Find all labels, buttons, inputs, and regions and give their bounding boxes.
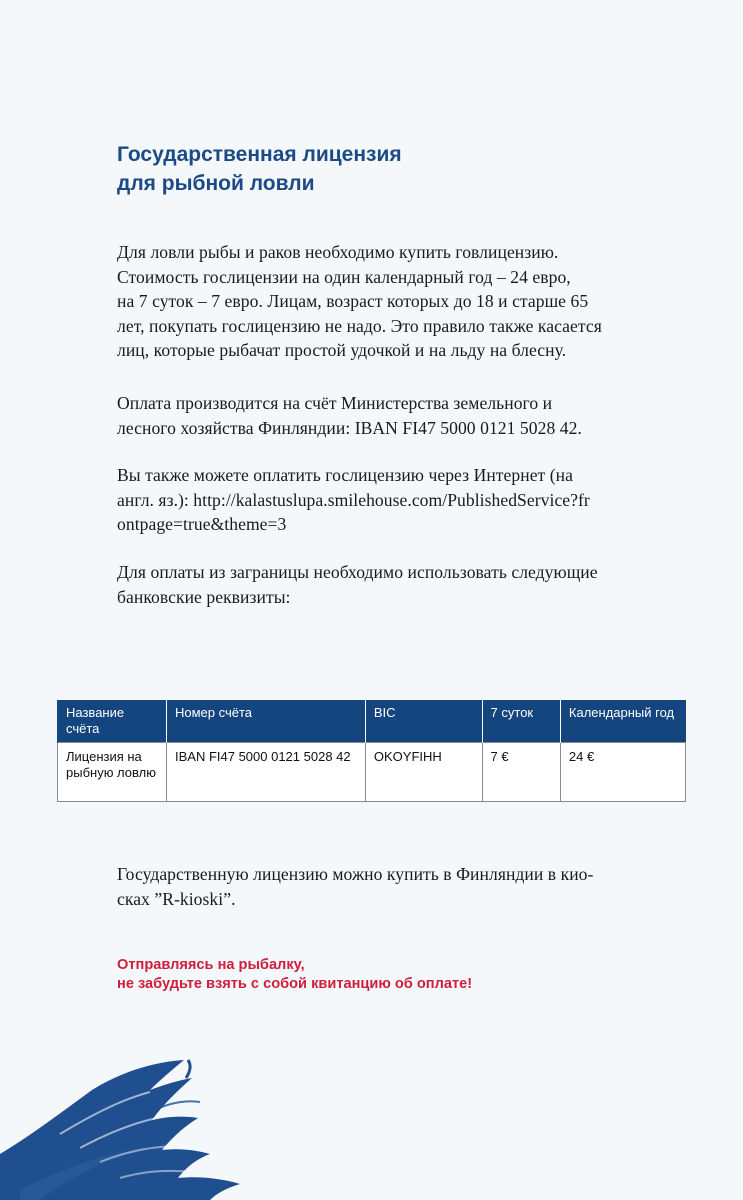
paragraph-line: сках ”R-kioski”. [117, 888, 236, 909]
payment-url-line: англ. яз.): http://kalastuslupa.smilehouse.com/PublishedService?fr [117, 489, 590, 510]
cell-bic: OKOYFIHH [365, 743, 482, 802]
paragraph-line: Государственную лицензию можно купить в Финляндии в кио- [117, 864, 594, 884]
table-row [58, 743, 686, 802]
bank-details-table [57, 700, 686, 802]
warning-line: Отправляясь на рыбалку, [117, 957, 305, 973]
cell-account-number: IBAN FI47 5000 0121 5028 42 [166, 743, 365, 802]
paragraph-line: банковские реквизиты: [117, 586, 291, 607]
paragraph-line: Стоимость гослицензии на один календарный год – 24 евро, [117, 266, 571, 287]
paragraph-line: Для оплаты из заграницы необходимо использовать следующие [117, 562, 598, 582]
header-bic: BIC [365, 700, 482, 743]
header-7-days: 7 суток [482, 700, 560, 743]
paragraph-line: Для ловли рыбы и раков необходимо купить говлицензию. [117, 242, 559, 262]
header-account-number: Номер счёта [166, 700, 365, 743]
foreign-payment-paragraph [117, 560, 637, 609]
license-info-paragraph [117, 240, 637, 363]
paragraph-line: лет, покупать гослицензию не надо. Это правило также касается [117, 315, 602, 336]
paragraph-line: лиц, которые рыбачат простой удочкой и на льду на блесну. [117, 340, 567, 360]
receipt-warning [117, 956, 677, 994]
payment-account-paragraph [117, 391, 637, 440]
cell-7-days-price: 7 € [482, 743, 560, 802]
online-payment-paragraph [117, 463, 637, 537]
fish-fin-icon [0, 1050, 270, 1200]
paragraph-line: на 7 суток – 7 евро. Лицам, возраст которых до 18 и старше 65 [117, 291, 589, 311]
page-title [117, 140, 637, 198]
cell-calendar-year-price: 24 € [560, 743, 685, 802]
header-calendar-year: Календарный год [560, 700, 685, 743]
table-header-row [58, 700, 686, 743]
title-line: Государственная лицензия [117, 143, 402, 166]
paragraph-line: Вы также можете оплатить гослицензию через Интернет (на [117, 465, 573, 485]
kiosk-paragraph [117, 862, 637, 911]
paragraph-line: Оплата производится на счёт Министерства земельного и [117, 393, 553, 413]
warning-line: не забудьте взять с собой квитанцию об оплате! [117, 976, 473, 992]
cell-account-name: Лицензия на рыбную ловлю [58, 743, 167, 802]
payment-url-line: ontpage=true&theme=3 [117, 514, 287, 534]
paragraph-line: лесного хозяйства Финляндии: IBAN FI47 5000 0121 5028 42. [117, 417, 582, 438]
title-line: для рыбной ловли [117, 172, 315, 195]
header-account-name: Название счёта [58, 700, 167, 743]
